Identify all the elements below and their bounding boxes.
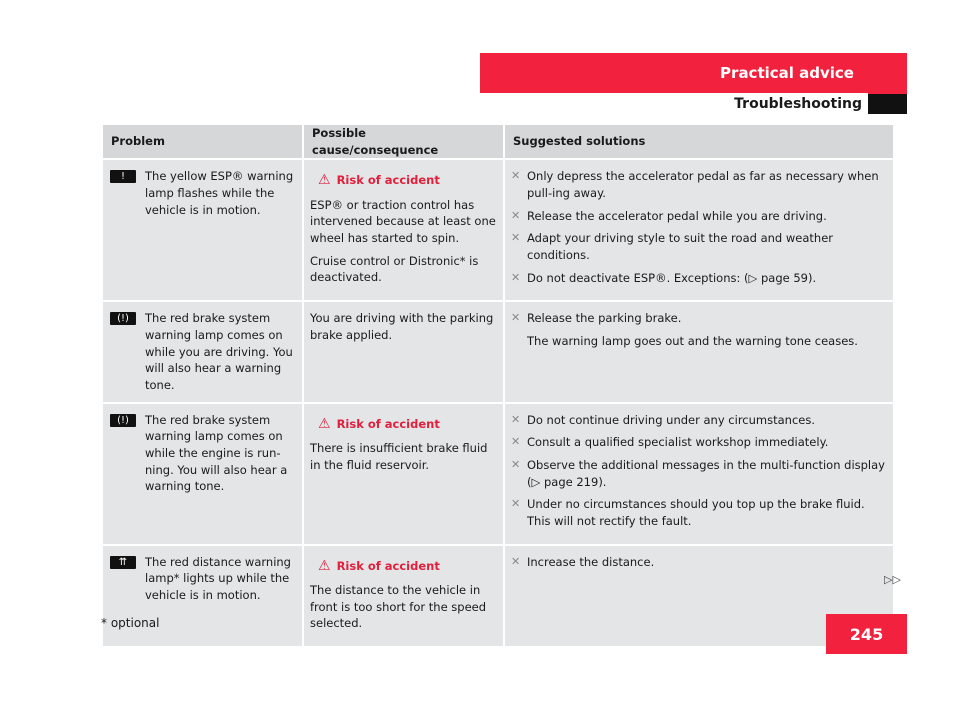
solution-text: Only depress the accelerator pedal as far as necessary when pull-ing away.	[527, 169, 879, 201]
cause-cell	[304, 404, 503, 546]
cause-text: You are driving with the parking brake applied.	[310, 311, 494, 343]
esp-warning-lamp-icon: !	[110, 170, 136, 183]
page-number-text: 245	[849, 624, 884, 644]
solution-text: Do not deactivate ESP®. Exceptions: (▷ page 59).	[527, 270, 817, 285]
solution-item	[511, 412, 887, 429]
troubleshooting-table	[101, 125, 895, 648]
banner-corner	[868, 53, 907, 94]
cause-cell	[304, 160, 503, 302]
column-header-solutions: Suggested solutions	[505, 125, 893, 160]
table-row	[103, 302, 893, 403]
bullet-icon: ✕	[511, 497, 521, 511]
bullet-icon: ✕	[511, 554, 521, 568]
cause-text: There is insufficient brake fluid in the fluid reservoir.	[310, 441, 488, 472]
risk-label: Risk of accident	[336, 558, 440, 573]
solution-note: The warning lamp goes out and the warning tone ceases.	[527, 334, 858, 349]
solution-text: Consult a qualified specialist workshop immediately.	[527, 435, 829, 450]
problem-cell	[103, 302, 302, 403]
warning-triangle-icon: ⚠	[318, 172, 331, 189]
bullet-icon: ✕	[511, 231, 521, 245]
warning-triangle-icon: ⚠	[318, 415, 331, 432]
footnote: * optional	[101, 616, 160, 630]
page-number	[826, 614, 907, 654]
solution-item	[511, 230, 887, 263]
solutions-cell	[505, 160, 893, 302]
cause-cell	[304, 546, 503, 648]
solution-text: Release the parking brake.	[527, 311, 682, 326]
problem-cell	[103, 160, 302, 302]
bullet-icon: ✕	[511, 311, 521, 325]
solution-item	[511, 434, 887, 451]
problem-text: The red brake system warning lamp comes on while the engine is run-ning. You will also hear a warning tone.	[145, 412, 288, 494]
bullet-icon: ✕	[511, 169, 521, 183]
warning-triangle-icon: ⚠	[318, 557, 331, 574]
distance-warning-lamp-icon: ⇈	[110, 556, 136, 569]
chapter-banner	[480, 53, 868, 93]
solution-text: Observe the additional messages in the multi-function display (▷ page 219).	[527, 458, 885, 489]
bullet-icon: ✕	[511, 208, 521, 222]
risk-label: Risk of accident	[336, 173, 440, 188]
solution-text: Increase the distance.	[527, 554, 655, 569]
risk-warning	[310, 170, 497, 190]
brake-warning-lamp-icon: (!)	[110, 414, 136, 427]
risk-warning	[310, 414, 497, 434]
solutions-cell	[505, 404, 893, 546]
column-header-cause: Possible cause/consequence	[304, 125, 503, 160]
solution-item	[511, 554, 887, 571]
bullet-icon: ✕	[511, 412, 521, 426]
risk-warning	[310, 556, 497, 576]
problem-cell	[103, 404, 302, 546]
solution-text: Adapt your driving style to suit the road and weather conditions.	[527, 231, 833, 263]
solution-item	[511, 496, 887, 529]
problem-text: The red brake system warning lamp comes on while you are driving. You will also hear a warning tone.	[145, 311, 293, 393]
solution-item	[511, 168, 887, 201]
solution-text: Under no circumstances should you top up the brake fluid. This will not rectify the fault.	[527, 497, 865, 529]
problem-text: The yellow ESP® warning lamp flashes while the vehicle is in motion.	[145, 169, 294, 217]
solution-item	[511, 270, 887, 287]
bullet-icon: ✕	[511, 435, 521, 449]
bullet-icon: ✕	[511, 270, 521, 284]
risk-label: Risk of accident	[336, 416, 440, 431]
table-row	[103, 404, 893, 546]
cause-cell	[304, 302, 503, 403]
section-title: Troubleshooting	[734, 96, 862, 112]
brake-warning-lamp-icon: (!)	[110, 312, 136, 325]
solution-text: Release the accelerator pedal while you are driving.	[527, 208, 827, 223]
chapter-title: Practical advice	[720, 64, 854, 82]
problem-cell	[103, 546, 302, 648]
solutions-cell	[505, 302, 893, 403]
cause-text: ESP® or traction control has intervened because at least one wheel has started to spin.	[310, 197, 496, 245]
section-marker	[868, 94, 907, 114]
table-header-row	[103, 125, 893, 160]
cause-text: Cruise control or Distronic* is deactivated.	[310, 253, 479, 285]
solution-item	[511, 310, 887, 327]
solution-item	[511, 208, 887, 225]
table-row	[103, 546, 893, 648]
continue-arrows-icon: ▷▷	[884, 573, 901, 586]
problem-text: The red distance warning lamp* lights up while the vehicle is in motion.	[145, 554, 291, 603]
solution-text: Do not continue driving under any circumstances.	[527, 412, 815, 427]
solution-item	[511, 457, 887, 490]
cause-text: The distance to the vehicle in front is too short for the speed selected.	[310, 583, 487, 631]
table-row	[103, 160, 893, 302]
column-header-problem: Problem	[103, 125, 302, 160]
bullet-icon: ✕	[511, 458, 521, 472]
